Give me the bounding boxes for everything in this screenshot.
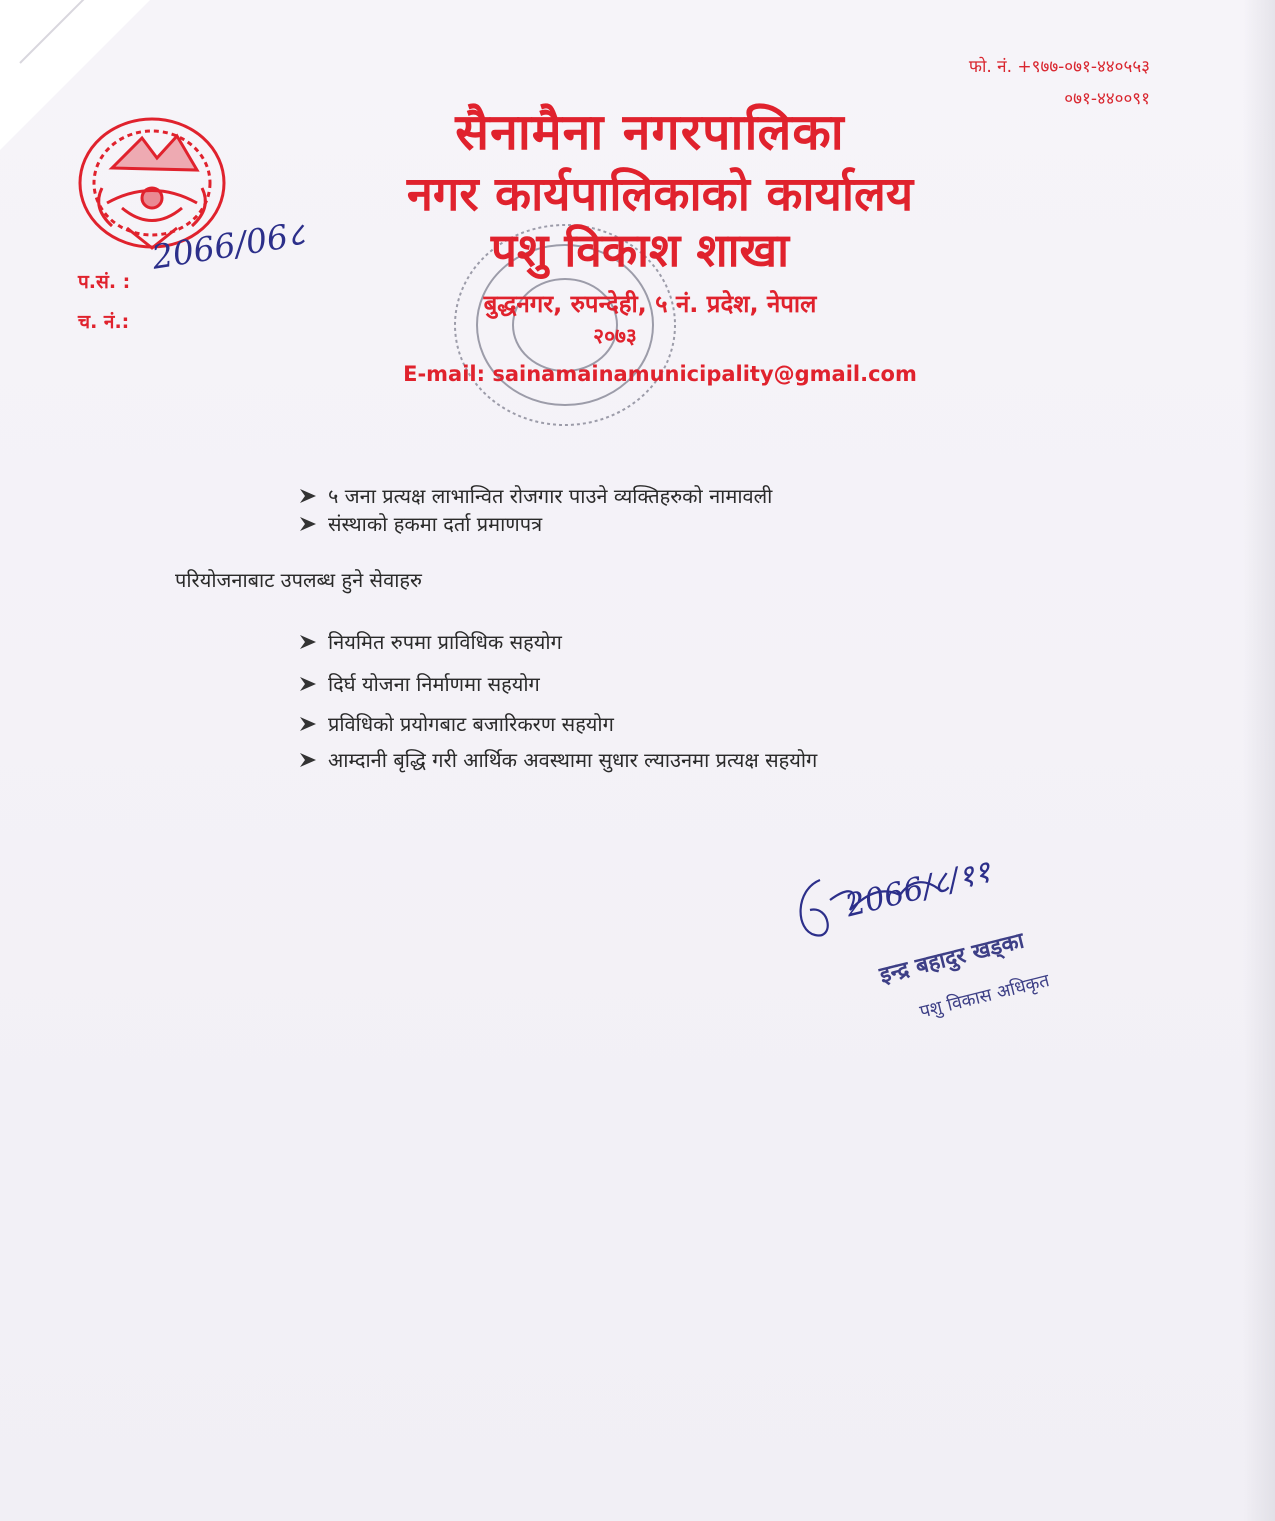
officer-name-stamp: इन्द्र बहादुर खड्का [877,928,1027,989]
office-address: बुद्धनगर, रुपन्देही, ५ नं. प्रदेश, नेपाल [483,290,817,318]
dispatch-number-label: च. नं.: [78,311,130,333]
list-item [298,482,772,509]
office-name: नगर कार्यपालिकाको कार्यालय [406,167,914,222]
phone-number-2: ०७१-४४००९१ [1064,89,1150,109]
signature-date: 2066/८/११ [841,853,995,925]
list-item [298,510,542,537]
municipality-name: सैनामैना नगरपालिका [455,103,845,161]
arrow-bullet-icon [298,714,318,734]
list-item-text: दिर्घ योजना निर्माणमा सहयोग [328,672,540,696]
established-year: २०७३ [593,324,637,348]
arrow-bullet-icon [298,514,318,534]
branch-name: पशु विकाश शाखा [490,223,790,277]
arrow-bullet-icon [298,674,318,694]
services-heading: परियोजनाबाट उपलब्ध हुने सेवाहरु [175,568,422,592]
list-item-text: ५ जना प्रत्यक्ष लाभान्वित रोजगार पाउने व्यक्तिहरुको नामावली [328,484,773,508]
office-email: E-mail: sainamainamunicipality@gmail.com [403,362,917,386]
list-item [298,670,540,697]
list-item [298,710,614,737]
arrow-bullet-icon [298,486,318,506]
list-item-text: प्रविधिको प्रयोगबाट बजारिकरण सहयोग [328,712,614,736]
list-item [298,746,817,773]
list-item-text: आम्दानी बृद्धि गरी आर्थिक अवस्थामा सुधार ल्याउनमा प्रत्यक्ष सहयोग [328,748,818,772]
arrow-bullet-icon [298,750,318,770]
officer-title-stamp: पशु विकास अधिकृत [917,970,1052,1023]
reference-number-handwritten: 2066/06८ [149,214,308,277]
arrow-bullet-icon [298,632,318,652]
scan-edge-shadow [1243,0,1275,1521]
list-item-text: संस्थाको हकमा दर्ता प्रमाणपत्र [328,512,543,536]
list-item-text: नियमित रुपमा प्राविधिक सहयोग [328,630,562,654]
list-item [298,628,562,655]
phone-number-1: फो. नं. +९७७-०७१-४४०५५३ [968,57,1150,77]
reference-label: प.सं. : [78,271,131,293]
